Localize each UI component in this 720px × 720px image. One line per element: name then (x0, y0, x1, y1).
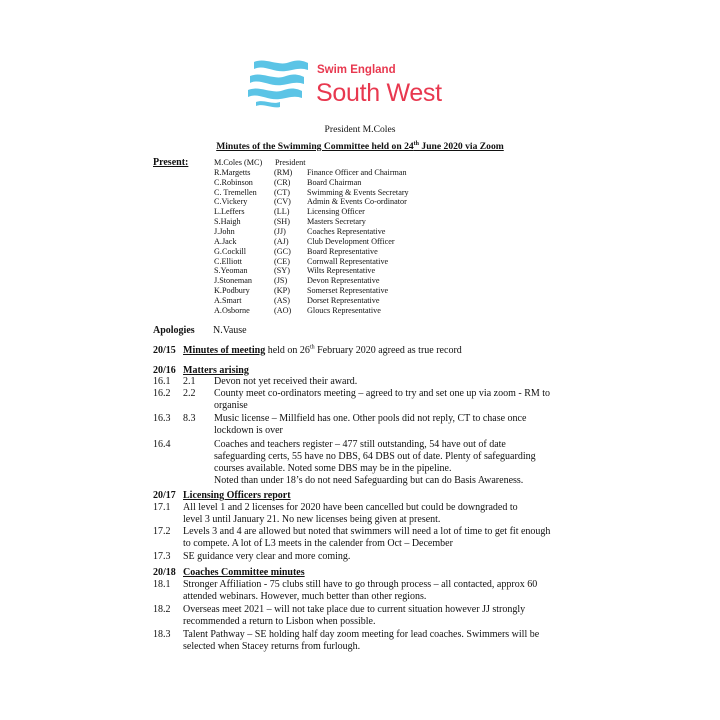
item-number: 17.3 (153, 551, 171, 562)
attendee-initials: (KP) (274, 286, 290, 296)
section-number: 20/18 (153, 567, 176, 578)
attendee-role: Wilts Representative (307, 266, 376, 276)
attendee-role: Club Development Officer (307, 236, 395, 246)
section-2015-line: Minutes of meeting held on 26th February 2020 agreed as true record (183, 344, 462, 356)
wave-icon (248, 58, 310, 108)
attendee-role: Licensing Officer (307, 207, 365, 217)
attendee-name: C.Robinson (214, 177, 253, 187)
attendee-role: Finance Officer and Chairman (307, 167, 407, 177)
item-reference: 2.2 (183, 388, 196, 399)
item-number: 16.1 (153, 376, 171, 387)
section-number: 20/16 (153, 365, 176, 376)
logo-brand-line1: Swim England (317, 64, 396, 76)
item-reference: 8.3 (183, 413, 196, 424)
item-reference: 2.1 (183, 376, 196, 387)
item-text: organise (214, 400, 248, 411)
item-text: Overseas meet 2021 – will not take place due to current situation however JJ strongly (183, 604, 526, 615)
item-text: Noted than under 18’s do not need Safeguarding but can do Basis Awareness. (214, 475, 524, 486)
attendee-role: President (275, 158, 306, 167)
attendee-name: S.Yeoman (214, 266, 248, 276)
attendee-name: A.Smart (214, 295, 242, 305)
item-number: 16.3 (153, 413, 171, 424)
attendee-role: Admin & Events Co-ordinator (307, 197, 407, 207)
section-heading: Licensing Officers report (183, 490, 291, 501)
item-text: safeguarding certs, 55 have no DBS, 64 DBS out of date. Plenty of safeguarding (214, 451, 536, 462)
attendee-role: Masters Secretary (307, 217, 366, 227)
item-number: 18.1 (153, 579, 171, 590)
attendee-role: Cornwall Representative (307, 256, 389, 266)
item-text: County meet co-ordinators meeting – agreed to try and set one up via zoom - RM to (214, 388, 551, 399)
item-text: Stronger Affiliation - 75 clubs still have to go through process – all contacted, approx 60 (183, 579, 538, 590)
attendee-initials: (AS) (274, 295, 290, 305)
item-text: to compete. A lot of L3 meets in the calender from Oct – December (183, 538, 453, 549)
attendee-role: Devon Representative (307, 276, 380, 286)
item-text: recommended a return to Lisbon when possible. (183, 616, 376, 627)
item-number: 16.2 (153, 388, 171, 399)
attendee-initials: (LL) (274, 207, 290, 217)
attendee-name: J.Stoneman (214, 276, 252, 286)
president-line: President M.Coles (324, 124, 396, 135)
attendee-initials: (AO) (274, 305, 292, 315)
attendee-initials: (JS) (274, 276, 288, 286)
attendee-name: C.Elliott (214, 256, 242, 266)
attendee-name: K.Podbury (214, 286, 250, 296)
item-number: 16.4 (153, 439, 171, 450)
section-heading: Matters arising (183, 365, 249, 376)
attendee-initials: (JJ) (274, 226, 286, 236)
item-text: All level 1 and 2 licenses for 2020 have been cancelled but could be downgraded to (183, 502, 518, 513)
attendee-name: R.Margetts (214, 167, 251, 177)
attendee-initials: (RM) (274, 167, 293, 177)
section-heading: Coaches Committee minutes (183, 567, 305, 578)
attendee-role: Board Chairman (307, 177, 362, 187)
item-text: Levels 3 and 4 are allowed but noted that swimmers will need a lot of time to get fit enough (183, 526, 551, 537)
present-label: Present: (153, 157, 189, 168)
attendee-initials: (SH) (274, 217, 290, 227)
attendee-name: A.Osborne (214, 305, 250, 315)
attendee-name: C. Tremellen (214, 187, 257, 197)
attendee-initials: (CV) (274, 197, 291, 207)
attendee-name: M.Coles (MC) (214, 158, 263, 167)
page-title: Minutes of the Swimming Committee held on 24th June 2020 via Zoom (216, 140, 504, 152)
attendee-name: G.Cockill (214, 246, 247, 256)
attendee-name: A.Jack (214, 236, 237, 246)
logo-brand-line2: South West (316, 79, 442, 107)
item-text: level 3 until January 21. No new licenses being given at present. (183, 514, 441, 525)
section-number: 20/15 (153, 345, 176, 356)
item-number: 18.2 (153, 604, 171, 615)
attendee-name: C.Vickery (214, 197, 248, 207)
attendee-initials: (CE) (274, 256, 290, 266)
item-text: Devon not yet received their award. (214, 376, 358, 387)
attendee-role: Dorset Representative (307, 295, 380, 305)
item-text: courses available. Noted some DBS may be in the pipeline. (214, 463, 452, 474)
item-number: 18.3 (153, 629, 171, 640)
item-text: attended webinars. However, much better than other regions. (183, 591, 427, 602)
attendee-initials: (CT) (274, 187, 290, 197)
item-text: Music license – Millfield has one. Other pools did not reply, CT to chase once (214, 413, 527, 424)
attendee-name: J.John (214, 226, 235, 236)
apologies-value: N.Vause (213, 325, 247, 336)
attendee-role: Board Representative (307, 246, 378, 256)
item-number: 17.2 (153, 526, 171, 537)
attendee-role: Somerset Representative (307, 286, 389, 296)
section-number: 20/17 (153, 490, 176, 501)
attendee-initials: (CR) (274, 177, 291, 187)
attendee-initials: (SY) (274, 266, 290, 276)
attendee-role: Gloucs Representative (307, 305, 381, 315)
attendee-role: Swimming & Events Secretary (307, 187, 409, 197)
attendee-name: S.Haigh (214, 217, 241, 227)
item-number: 17.1 (153, 502, 171, 513)
item-text: SE guidance very clear and more coming. (183, 551, 351, 562)
apologies-label: Apologies (153, 325, 195, 336)
attendee-initials: (GC) (274, 246, 291, 256)
attendee-name: L.Leffers (214, 207, 245, 217)
item-text: lockdown is over (214, 425, 283, 436)
item-text: selected when Stacey returns from furlough. (183, 641, 361, 652)
attendee-role: Coaches Representative (307, 226, 386, 236)
item-text: Coaches and teachers register – 477 still outstanding, 54 have out of date (214, 439, 506, 450)
item-text: Talent Pathway – SE holding half day zoom meeting for lead coaches. Swimmers will be (183, 629, 540, 640)
attendee-initials: (AJ) (274, 236, 289, 246)
